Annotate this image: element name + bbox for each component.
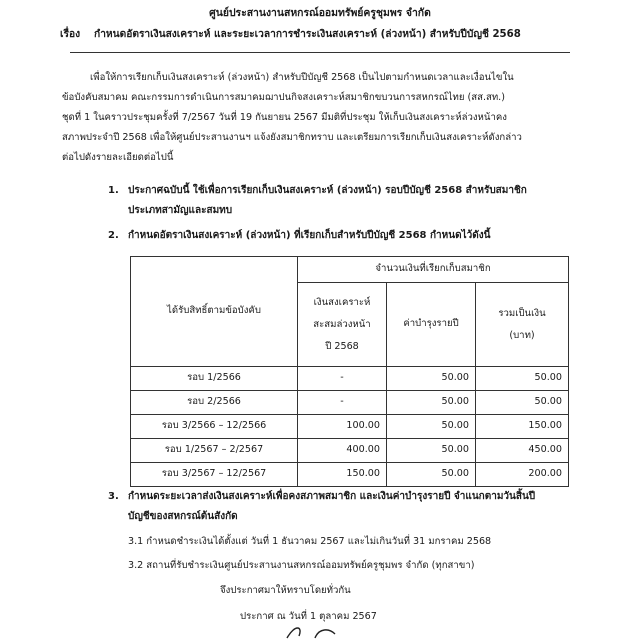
item-1 (108, 181, 608, 221)
col-header-group: จำนวนเงินที่เรียกเก็บสมาชิก (298, 257, 569, 283)
table-row (131, 367, 569, 391)
col-header-advance-line: สะสมล่วงหน้า (313, 318, 371, 330)
row-advance: - (298, 367, 387, 391)
row-fee: 50.00 (387, 439, 476, 463)
col-header-advance-line: เงินสงเคราะห์ (313, 296, 371, 308)
row-label: รอบ 2/2566 (131, 391, 298, 415)
intro-line: ต่อไปดังรายละเอียดต่อไปนี้ (62, 152, 174, 163)
table-row (131, 463, 569, 487)
table-row (131, 415, 569, 439)
intro-paragraph (62, 68, 602, 168)
item-text: กำหนดระยะเวลาส่งเงินสงเคราะห์เพื่อคงสภาพสมาชิก และเงินค่าบำรุงรายปี จำแนกตามวันสิ้นปี (128, 491, 536, 502)
row-label: รอบ 1/2566 (131, 367, 298, 391)
item-text: กำหนดอัตราเงินสงเคราะห์ (ล่วงหน้า) ที่เรียกเก็บสำหรับปีบัญชี 2568 กำหนดไว้ดังนี้ (128, 230, 491, 241)
item-number: 2. (108, 230, 119, 241)
row-total: 50.00 (476, 391, 569, 415)
rate-table (130, 256, 569, 487)
item-3 (108, 487, 608, 527)
row-total: 150.00 (476, 415, 569, 439)
row-fee: 50.00 (387, 463, 476, 487)
announcement-date: ประกาศ ณ วันที่ 1 ตุลาคม 2567 (240, 611, 377, 622)
row-advance: 150.00 (298, 463, 387, 487)
intro-line: สภาพประจำปี 2568 เพื่อให้ศูนย์ประสานงานฯ แจ้งยังสมาชิกทราบ และเตรียมการเรียกเก็บเงินสงเคราะห์ดังกล่าว (62, 132, 522, 143)
row-label: รอบ 3/2566 – 12/2566 (131, 415, 298, 439)
item-number: 1. (108, 185, 119, 196)
item-text: ประกาศฉบับนี้ ใช้เพื่อการเรียกเก็บเงินสงเคราะห์ (ล่วงหน้า) รอบปีบัญชี 2568 สำหรับสมาชิก (128, 185, 527, 196)
col-header-advance-line: ปี 2568 (325, 340, 359, 352)
header-divider (70, 52, 570, 53)
col-header-annual-fee: ค่าบำรุงรายปี (387, 283, 476, 367)
signature-mark (285, 622, 345, 640)
organization-title: ศูนย์ประสานงานสหกรณ์ออมทรัพย์ครูชุมพร จำกัด (209, 7, 431, 19)
intro-line: ชุดที่ 1 ในคราวประชุมครั้งที่ 7/2567 วันที่ 19 กันยายน 2567 มีมติที่ประชุม ให้เก็บเงินสงเคราะห์ล่วงหน้าคง (62, 112, 507, 123)
row-fee: 50.00 (387, 415, 476, 439)
item-text-continued: บัญชีของสหกรณ์ต้นสังกัด (128, 511, 238, 522)
row-label: รอบ 1/2567 – 2/2567 (131, 439, 298, 463)
subject-line (60, 27, 620, 42)
item-number: 3. (108, 491, 119, 502)
subitem-3-2: 3.2 สถานที่รับชำระเงินศูนย์ประสานงานสหกรณ์ออมทรัพย์ครูชุมพร จำกัด (ทุกสาขา) (128, 560, 475, 571)
col-header-total (476, 283, 569, 367)
intro-line: ข้อบังคับสมาคม คณะกรรมการดำเนินการสมาคมฌาปนกิจสงเคราะห์สมาชิกขบวนการสหกรณ์ไทย (สส.สท.) (62, 92, 505, 103)
row-label: รอบ 3/2567 – 12/2567 (131, 463, 298, 487)
subitem-3-1: 3.1 กำหนดชำระเงินได้ตั้งแต่ วันที่ 1 ธันวาคม 2567 และไม่เกินวันที่ 31 มกราคม 2568 (128, 536, 492, 547)
table-row (131, 391, 569, 415)
col-header-advance (298, 283, 387, 367)
subject-text: กำหนดอัตราเงินสงเคราะห์ และระยะเวลาการชำระเงินสงเคราะห์ (ล่วงหน้า) สำหรับปีบัญชี 2568 (94, 29, 521, 40)
subject-label: เรื่อง (60, 29, 81, 40)
col-header-total-line: รวมเป็นเงิน (498, 307, 546, 319)
row-advance: 100.00 (298, 415, 387, 439)
row-fee: 50.00 (387, 367, 476, 391)
row-total: 450.00 (476, 439, 569, 463)
row-advance: - (298, 391, 387, 415)
item-text-continued: ประเภทสามัญและสมทบ (128, 205, 233, 216)
row-fee: 50.00 (387, 391, 476, 415)
col-header-total-line: (บาท) (509, 329, 535, 341)
intro-line: เพื่อให้การเรียกเก็บเงินสงเคราะห์ (ล่วงหน้า) สำหรับปีบัญชี 2568 เป็นไปตามกำหนดเวลาและเงื่อนไขใน (90, 72, 514, 83)
row-total: 200.00 (476, 463, 569, 487)
row-advance: 400.00 (298, 439, 387, 463)
row-total: 50.00 (476, 367, 569, 391)
table-row (131, 439, 569, 463)
item-2 (108, 226, 608, 246)
closing-notice: จึงประกาศมาให้ทราบโดยทั่วกัน (220, 585, 351, 596)
col-header-eligibility: ได้รับสิทธิ์ตามข้อบังคับ (131, 257, 298, 367)
